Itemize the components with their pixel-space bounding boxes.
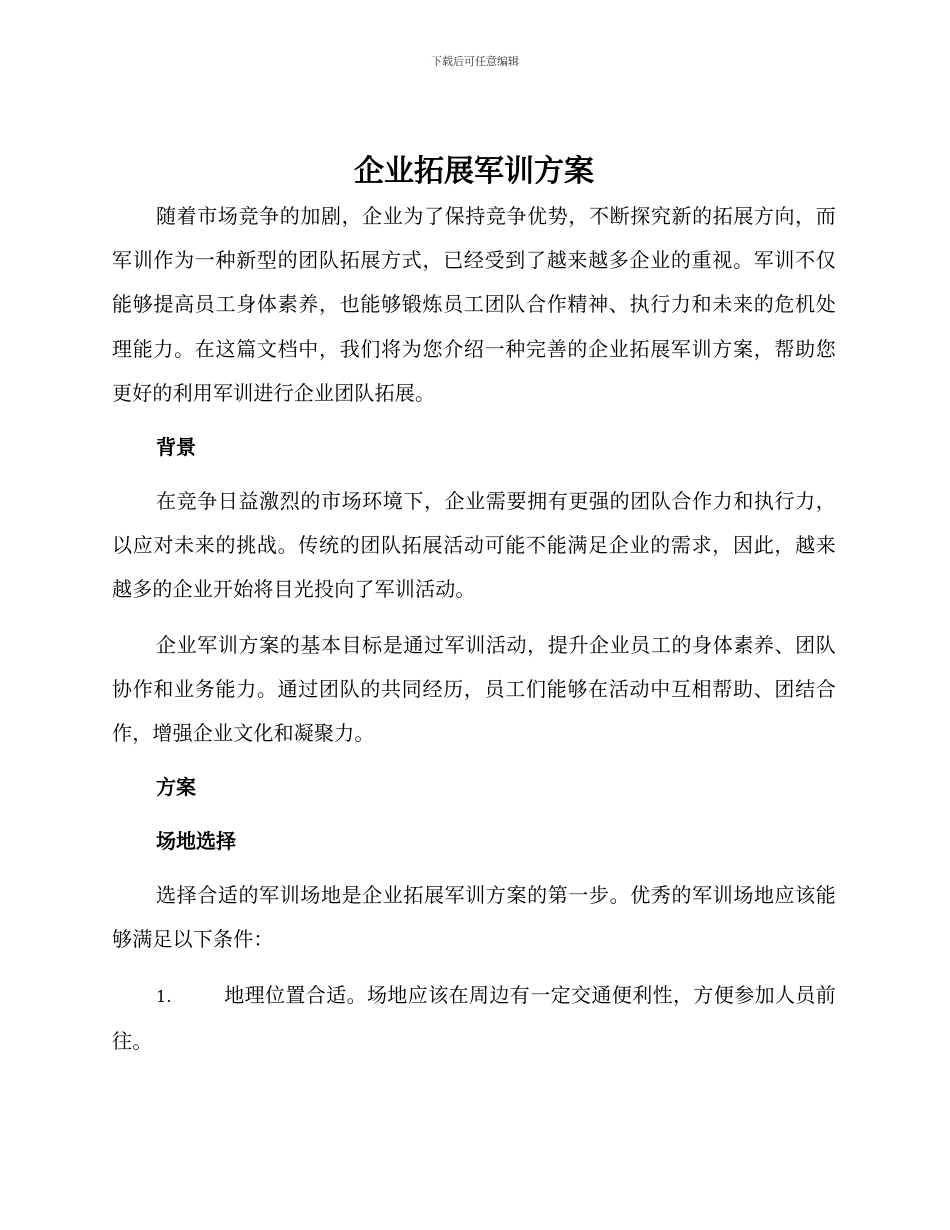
background-paragraph-1: 在竞争日益激烈的市场环境下，企业需要拥有更强的团队合作力和执行力，以应对未来的挑战。传统的团队拓展活动可能不能满足企业的需求，因此，越来越多的企业开始将目光投向了军训活动。	[112, 489, 836, 602]
spacer	[112, 755, 836, 765]
spacer	[112, 863, 836, 873]
intro-paragraph: 随着市场竞争的加剧，企业为了保持竞争优势，不断探究新的拓展方向，而军训作为一种新型的团队拓展方式，已经受到了越来越多企业的重视。军训不仅能够提高员工身体素养，也能够锻炼员工团队合作精神、执行力和未来的危机处理能力。在这篇文档中，我们将为您介绍一种完善的企业拓展军训方案，帮助您更好的利用军训进行企业团队拓展。	[112, 204, 836, 405]
list-item	[112, 973, 836, 1063]
document-body	[112, 150, 836, 1063]
spacer	[112, 469, 836, 479]
list-item-text: 地理位置合适。场地应该在周边有一定交通便利性，方便参加人员前往。	[112, 982, 836, 1053]
spacer	[112, 962, 836, 973]
venue-paragraph: 选择合适的军训场地是企业拓展军训方案的第一步。优秀的军训场地应该能够满足以下条件：	[112, 883, 836, 952]
background-paragraph-2: 企业军训方案的基本目标是通过军训活动，提升企业员工的身体素养、团队协作和业务能力。通过团队的共同经历，员工们能够在活动中互相帮助、团结合作，增强企业文化和凝聚力。	[112, 632, 836, 746]
page-header-note: 下载后可任意编辑	[431, 55, 519, 68]
section-heading-plan: 方案	[156, 775, 196, 800]
document-title: 企业拓展军训方案	[354, 154, 594, 189]
spacer	[112, 612, 836, 623]
subsection-heading-venue: 场地选择	[156, 829, 236, 854]
list-item-number: 1.	[156, 986, 172, 1006]
spacer	[112, 415, 836, 425]
spacer	[112, 809, 836, 819]
section-heading-background: 背景	[156, 435, 196, 460]
